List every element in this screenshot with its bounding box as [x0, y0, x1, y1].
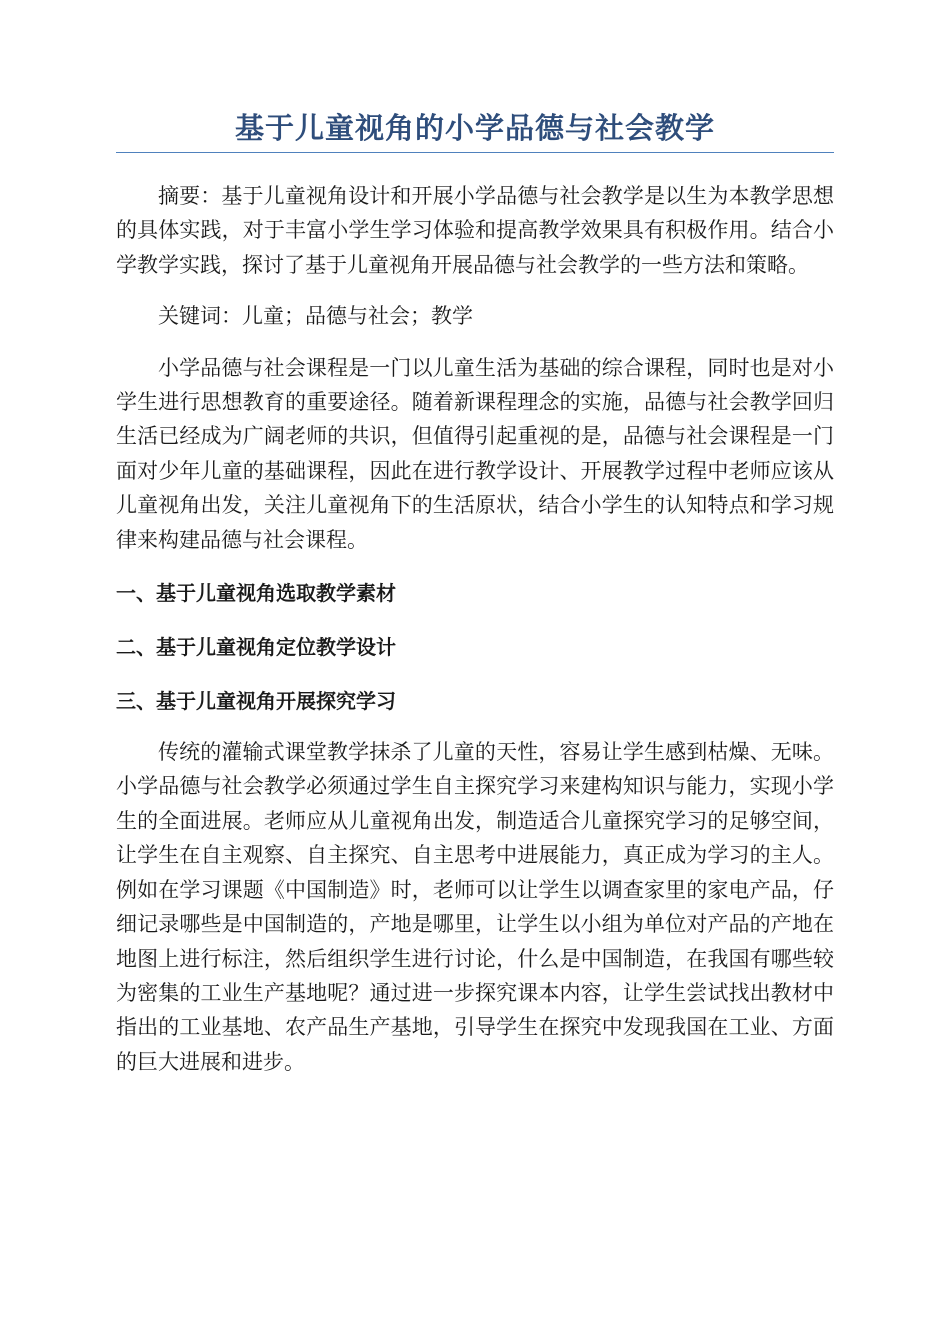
section-heading-3: 三、基于儿童视角开展探究学习	[116, 689, 396, 714]
section-3-body-paragraph: 传统的灌输式课堂教学抹杀了儿童的天性，容易让学生感到枯燥、无味。小学品德与社会教学必须通过学生自主探究学习来建构知识与能力，实现小学生的全面进展。老师应从儿童视角出发，制造适合儿童探究学习的足够空间，让学生在自主观察、自主探究、自主思考中进展能力，真正成为学习的主人。例如在学习课题《中国制造》时，老师可以让学生以调查家里的家电产品，仔细记录哪些是中国制造的，产地是哪里，让学生以小组为单位对产品的产地在地图上进行标注，然后组织学生进行讨论，什么是中国制造，在我国有哪些较为密集的工业生产基地呢？通过进一步探究课本内容，让学生尝试找出教材中指出的工业基地、农产品生产基地，引导学生在探究中发现我国在工业、方面的巨大进展和进步。	[116, 740, 834, 1074]
document-title: 基于儿童视角的小学品德与社会教学	[116, 108, 834, 153]
section-heading-2: 二、基于儿童视角定位教学设计	[116, 635, 396, 660]
abstract-paragraph: 摘要：基于儿童视角设计和开展小学品德与社会教学是以生为本教学思想的具体实践，对于丰富小学生学习体验和提高教学效果具有积极作用。结合小学教学实践，探讨了基于儿童视角开展品德与社会教学的一些方法和策略。	[116, 184, 834, 277]
document-page	[116, 108, 834, 1079]
keywords-paragraph: 关键词：儿童；品德与社会；教学	[158, 304, 473, 329]
intro-paragraph: 小学品德与社会课程是一门以儿童生活为基础的综合课程，同时也是对小学生进行思想教育的重要途径。随着新课程理念的实施，品德与社会教学回归生活已经成为广阔老师的共识，但值得引起重视的是，品德与社会课程是一门面对少年儿童的基础课程，因此在进行教学设计、开展教学过程中老师应该从儿童视角出发，关注儿童视角下的生活原状，结合小学生的认知特点和学习规律来构建品德与社会课程。	[116, 355, 834, 552]
section-heading-1: 一、基于儿童视角选取教学素材	[116, 581, 396, 606]
